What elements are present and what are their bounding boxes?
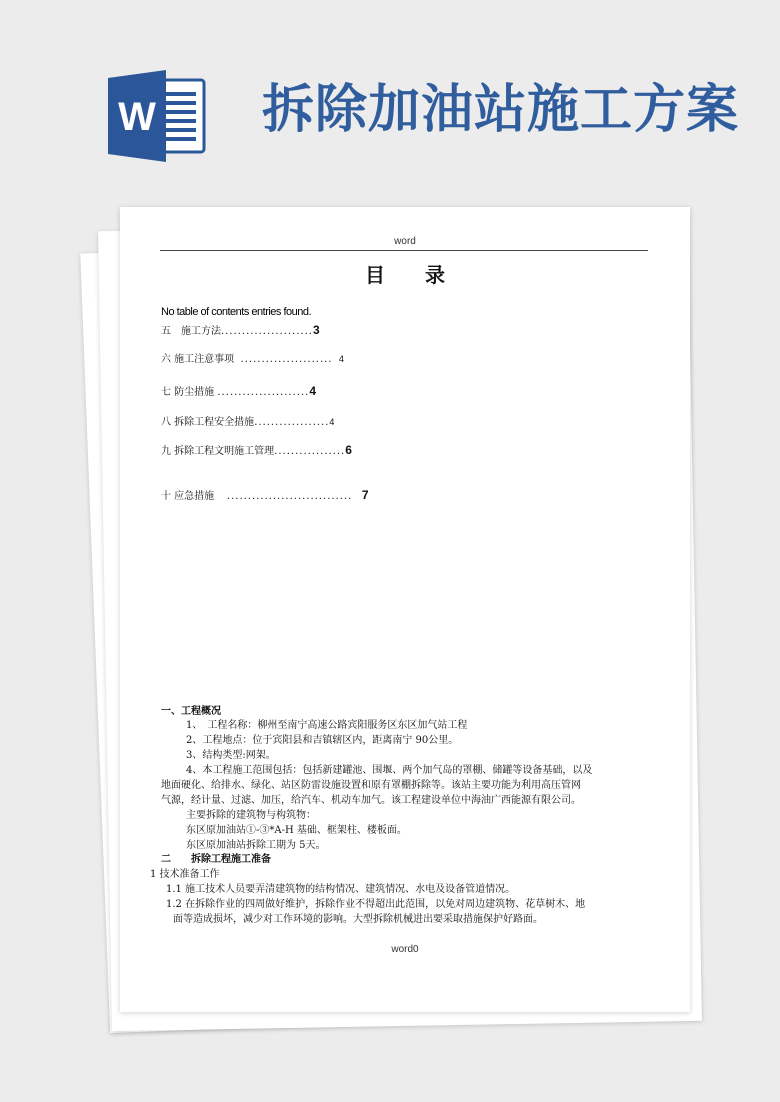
paragraph: 1.2 在拆除作业的四周做好维护，拆除作业不得超出此范围，以免对周边建筑物、花草树木、地 (166, 899, 586, 910)
document-page (120, 207, 690, 1012)
toc-entry-page: 4 (338, 354, 344, 364)
word-logo-icon (108, 70, 208, 162)
subheading: 1 技术准备工作 (150, 869, 220, 880)
toc-entry-label: 六 施工注意事项 (161, 354, 235, 365)
paragraph: 3、结构类型:网架。 (186, 750, 276, 761)
toc-entry-label: 十 应急措施 (161, 491, 215, 502)
paragraph: 气源，经计量、过滤、加压，给汽车、机动车加气。该工程建设单位中海油广西能源有限公司。 (161, 795, 581, 806)
toc-entry-dots: .............................. (226, 491, 353, 502)
toc-entry-label: 七 防尘措施 (161, 387, 215, 398)
toc-entry-page: 4 (329, 417, 335, 427)
page-footer: word0 (391, 944, 419, 955)
toc-entry-dots: ...................... (240, 354, 333, 365)
toc-entry-page: 6 (345, 443, 352, 457)
toc-entry-dots: ...................... (221, 326, 313, 337)
paragraph: 2、工程地点：位于宾阳县和吉镇辖区内，距离南宁 90公里。 (186, 735, 459, 746)
paragraph: 1、 工程名称：柳州至南宁高速公路宾阳服务区东区加气站工程 (186, 720, 468, 731)
paragraph: 主要拆除的建筑物与构筑物： (186, 810, 316, 821)
paragraph: 1.1 施工技术人员要弄清建筑物的结构情况、建筑情况、水电及设备管道情况。 (166, 884, 516, 895)
toc-entry-dots: ................. (274, 446, 346, 457)
paragraph: 4、本工程施工范围包括：包括新建罐池、围堰、两个加气岛的罩棚、储罐等设备基础，以及 (186, 765, 593, 776)
header-divider (160, 250, 648, 251)
toc-entry-page: 4 (309, 384, 316, 398)
toc-entry[interactable] (161, 383, 316, 398)
paragraph: 地面硬化、给排水、绿化、站区防雷设施设置和原有罩棚拆除等。该站主要功能为利用高压管网 (161, 780, 581, 791)
toc-entry-label: 八 拆除工程安全措施 (161, 417, 255, 428)
toc-entry-dots: .................. (254, 417, 330, 428)
toc-entry[interactable] (161, 442, 352, 457)
toc-entry-label: 五 施工方法 (161, 326, 221, 337)
toc-entry-page: 3 (312, 323, 320, 337)
toc-entry-page: 7 (361, 488, 369, 502)
toc-entry[interactable] (161, 487, 369, 502)
toc-entry-label: 九 拆除工程文明施工管理 (161, 446, 275, 457)
no-toc-message: No table of contents entries found. (161, 306, 312, 318)
section-heading: 一、工程概况 (161, 706, 221, 717)
toc-entry-dots: ...................... (217, 387, 310, 398)
paragraph: 面等造成损坏，减少对工作环境的影响。大型拆除机械进出要采取措施保护好路面。 (173, 914, 543, 925)
paragraph: 东区原加油站拆除工期为 5天。 (186, 840, 326, 851)
toc-entry[interactable] (161, 413, 334, 428)
paragraph: 东区原加油站①-③*A-H 基础、框架柱、楼板面。 (186, 825, 407, 836)
section-heading: 二 拆除工程施工准备 (161, 854, 271, 865)
toc-entry[interactable] (161, 322, 320, 337)
svg-text:W: W (118, 95, 156, 139)
toc-entry[interactable] (161, 350, 344, 365)
toc-title: 目录 (365, 263, 485, 287)
page-header: word (394, 236, 416, 247)
banner-title: 拆除加油站施工方案 (262, 79, 740, 140)
